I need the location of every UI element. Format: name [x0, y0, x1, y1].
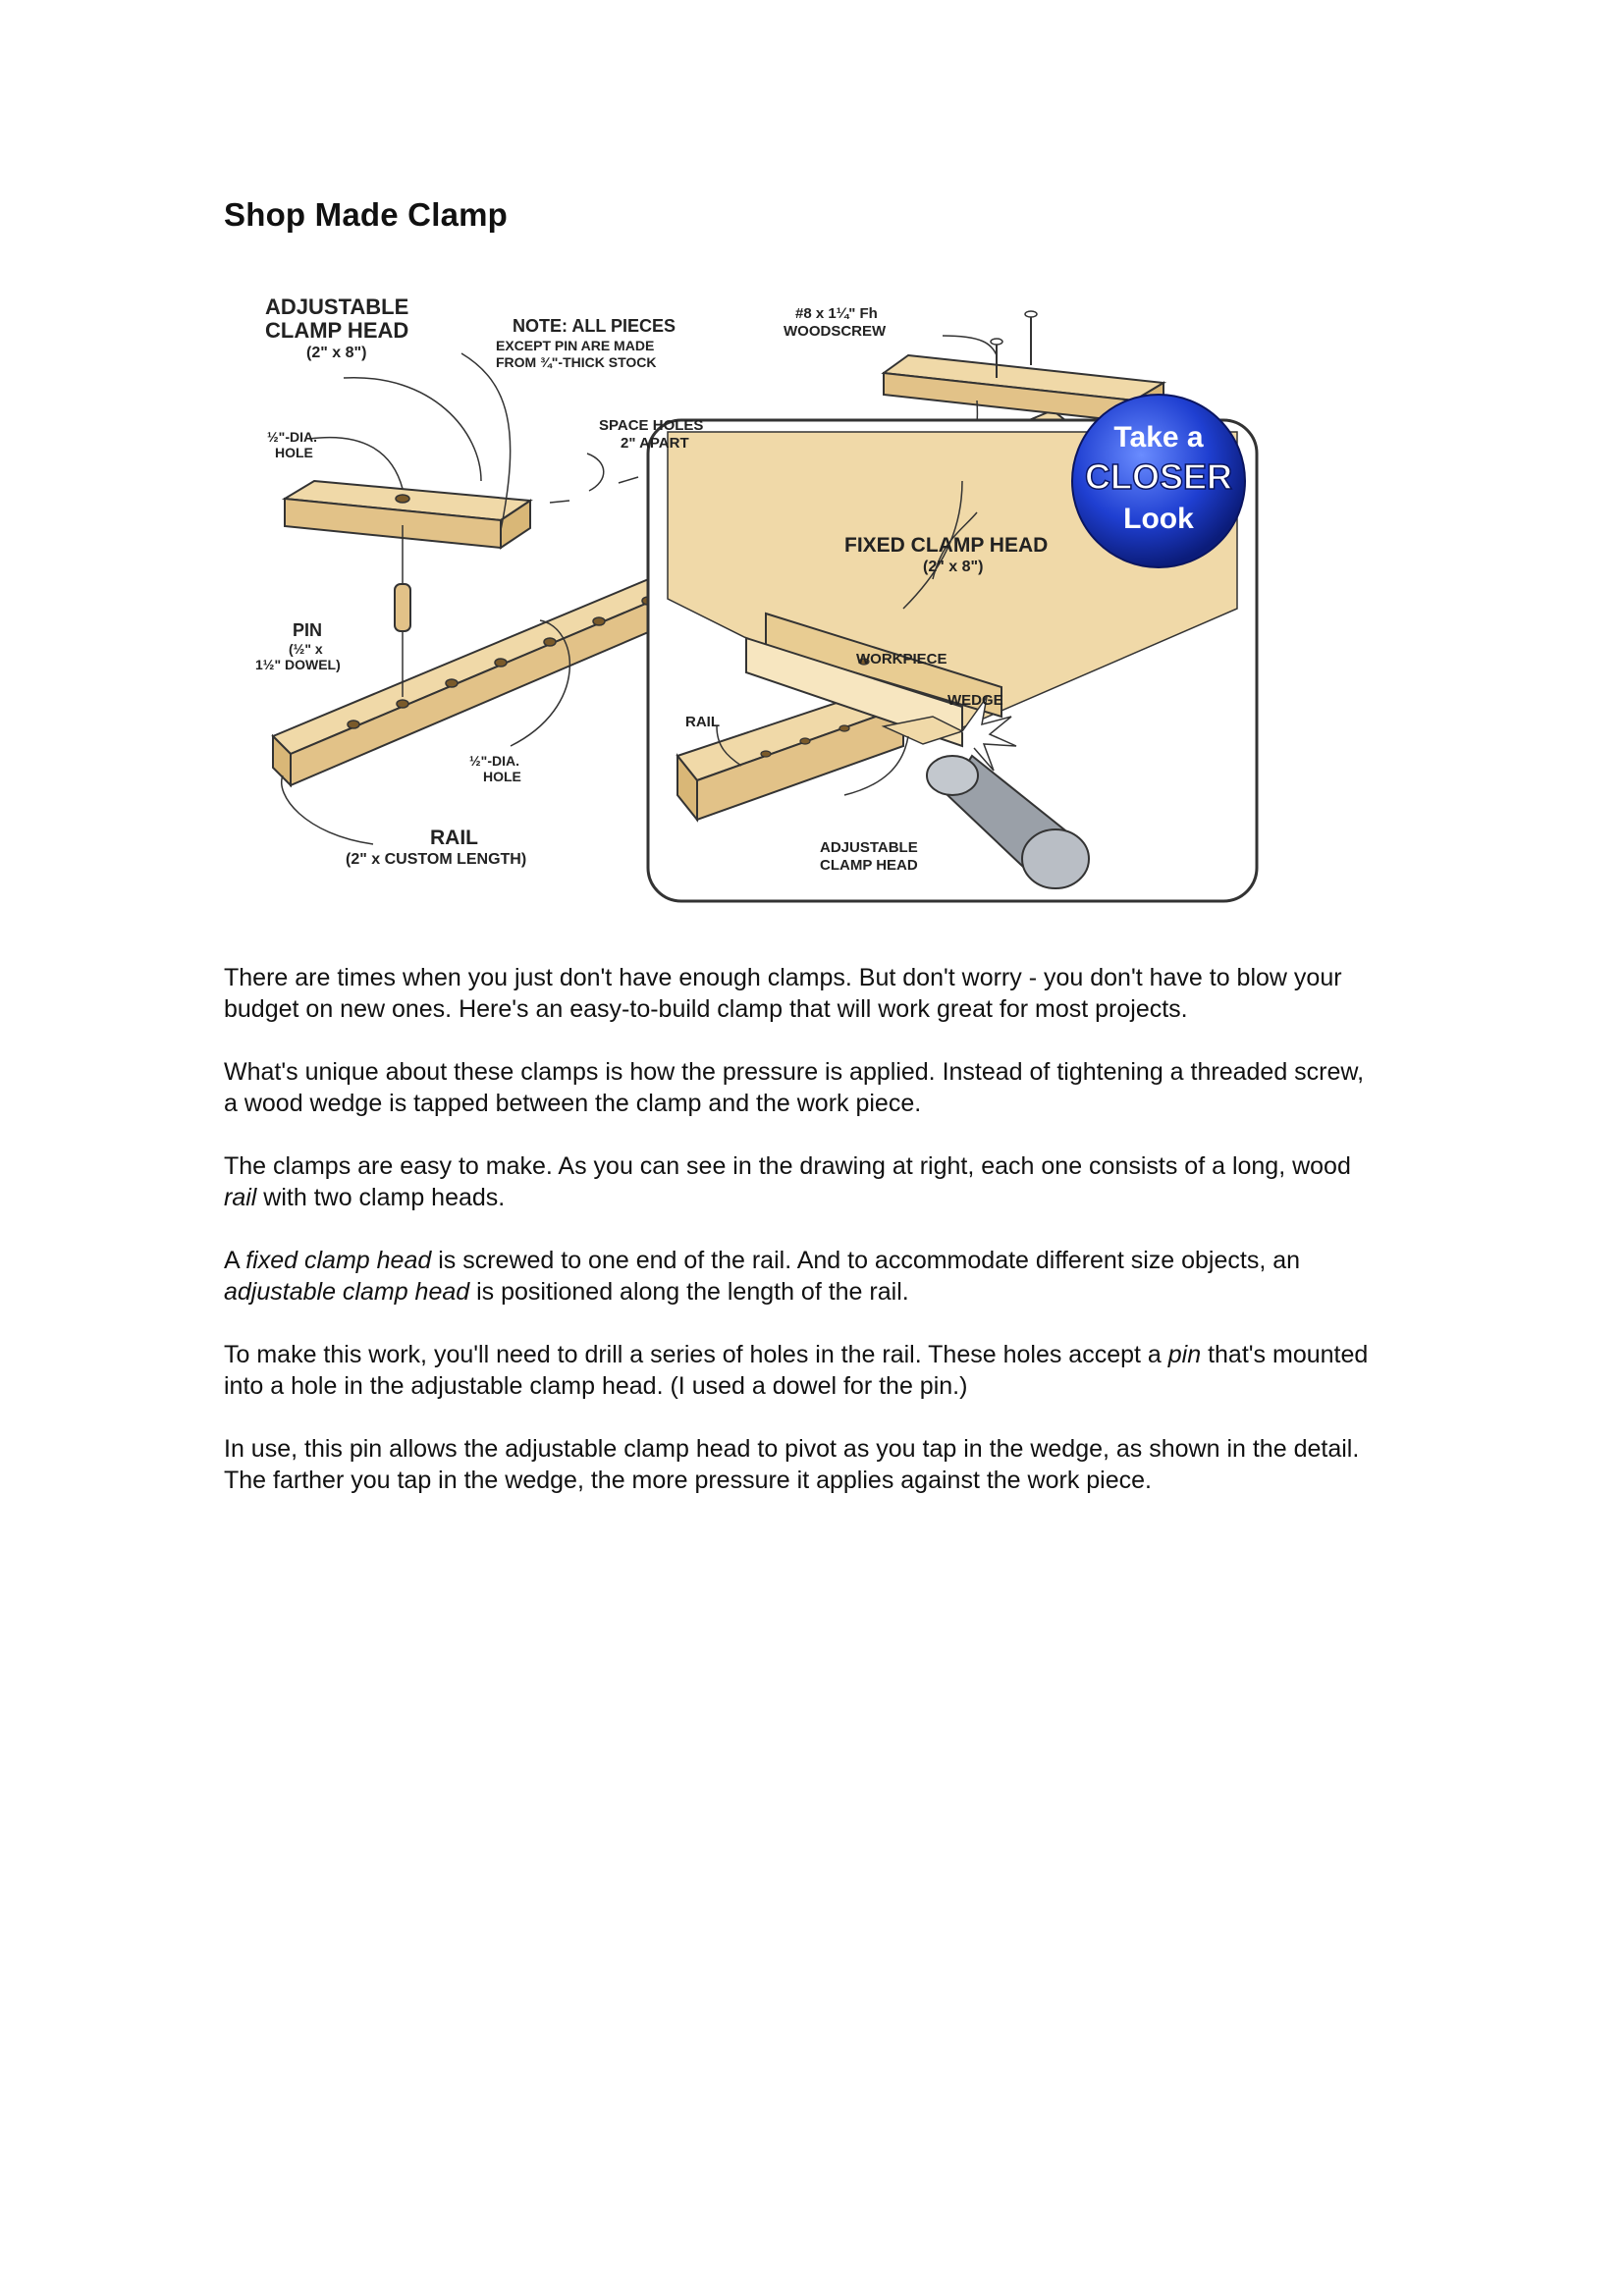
label-pin: 1½" DOWEL)	[255, 657, 341, 672]
emphasis-text: fixed clamp head	[245, 1247, 432, 1274]
paragraph-text: that's mounted into a hole in the adjustable clamp head. (I used a dowel for the pin.)	[224, 1341, 1369, 1400]
emphasis-text: adjustable clamp head	[224, 1278, 470, 1306]
label-detail-adjustable: ADJUSTABLE	[820, 839, 918, 856]
label-rail: RAIL	[430, 827, 478, 849]
badge-line-1: Take a	[1113, 421, 1204, 454]
paragraph-text: with two clamp heads.	[256, 1184, 506, 1211]
label-pin: PIN	[293, 620, 323, 640]
pin-drawing	[395, 525, 410, 697]
label-fixed-head: FIXED CLAMP HEAD	[844, 534, 1049, 557]
label-workpiece: WORKPIECE	[856, 651, 947, 667]
article-paragraph	[224, 1433, 1382, 1496]
paragraph-text: In use, this pin allows the adjustable clamp head to pivot as you tap in the wedge, as shown in the detail. The farther you tap in the wedge, the more pressure it applies against the work piece.	[224, 1435, 1360, 1494]
closer-look-badge[interactable]	[1072, 395, 1245, 567]
page-title: Shop Made Clamp	[224, 196, 509, 233]
paragraph-text: There are times when you just don't have enough clamps. But don't worry - you don't have to blow your budget on new ones. Here's an easy-to-build clamp that will work great for most projects.	[224, 964, 1342, 1023]
badge-line-2: CLOSER	[1084, 456, 1233, 497]
label-pin: (½" x	[289, 641, 323, 657]
paragraph-text: is positioned along the length of the rail.	[469, 1278, 909, 1306]
label-space-holes: SPACE HOLES	[599, 417, 704, 434]
badge-line-3: Look	[1123, 503, 1194, 535]
label-adjustable-head: ADJUSTABLE	[265, 294, 409, 319]
label-adjustable-head-size: (2" x 8")	[306, 345, 367, 361]
article-body	[224, 962, 1382, 1527]
label-note: NOTE: ALL PIECES	[513, 316, 676, 336]
paragraph-text: What's unique about these clamps is how the pressure is applied. Instead of tightening a threaded screw, a wood wedge is tapped between the clamp and the work piece.	[224, 1058, 1365, 1117]
label-wedge: WEDGE	[947, 692, 1003, 709]
paragraph-text: A	[224, 1247, 246, 1274]
label-hole-top: HOLE	[275, 445, 313, 460]
article-paragraph	[224, 1056, 1382, 1119]
article-paragraph	[224, 1245, 1382, 1308]
label-screw: #8 x 1¼" Fh	[795, 305, 878, 322]
label-hole-top: ½"-DIA.	[267, 429, 317, 445]
label-screw: WOODSCREW	[784, 323, 887, 340]
emphasis-text: pin	[1167, 1341, 1202, 1368]
article-paragraph	[224, 1150, 1382, 1213]
label-note: EXCEPT PIN ARE MADE	[496, 338, 655, 353]
label-detail-rail: RAIL	[685, 714, 720, 730]
paragraph-text: is screwed to one end of the rail. And to accommodate different size objects, an	[431, 1247, 1301, 1274]
adjustable-clamp-head-drawing	[285, 481, 530, 548]
article-paragraph	[224, 1339, 1382, 1402]
label-space-holes: 2" APART	[621, 435, 689, 452]
label-hole-bottom: ½"-DIA.	[469, 753, 519, 769]
label-rail-size: (2" x CUSTOM LENGTH)	[346, 851, 527, 868]
clamp-diagram	[255, 285, 1335, 933]
label-hole-bottom: HOLE	[483, 769, 521, 784]
label-note: FROM ¾"-THICK STOCK	[496, 354, 657, 370]
label-detail-adjustable: CLAMP HEAD	[820, 857, 918, 874]
article-paragraph	[224, 962, 1382, 1025]
emphasis-text: rail	[224, 1184, 257, 1211]
label-adjustable-head: CLAMP HEAD	[265, 318, 409, 343]
paragraph-text: The clamps are easy to make. As you can see in the drawing at right, each one consists of a long, wood	[224, 1152, 1351, 1180]
paragraph-text: To make this work, you'll need to drill a series of holes in the rail. These holes accept a	[224, 1341, 1168, 1368]
label-fixed-head-size: (2" x 8")	[923, 559, 984, 575]
